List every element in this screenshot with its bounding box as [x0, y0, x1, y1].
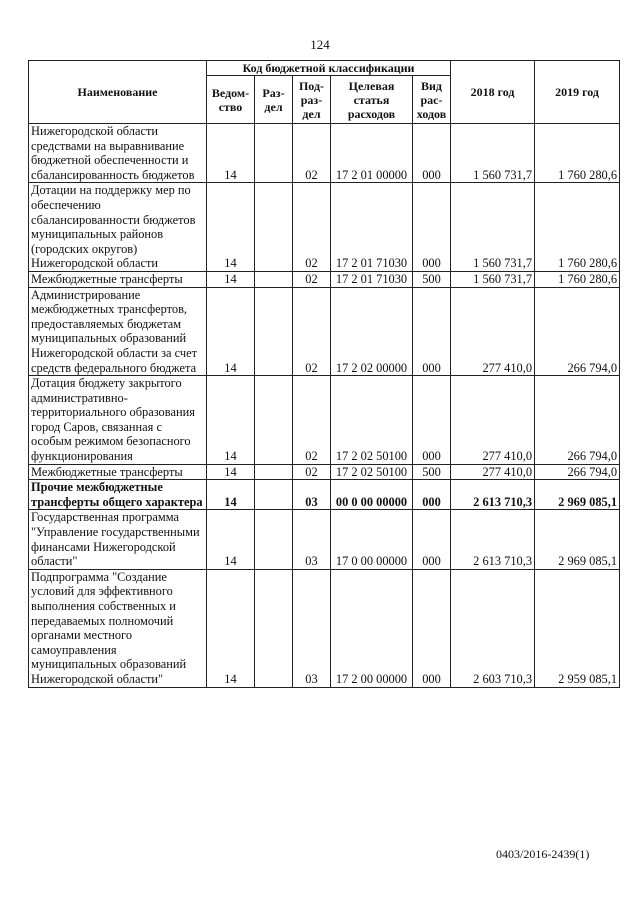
row-2019-cell: 1 760 280,6	[535, 183, 620, 272]
row-podrazdel-cell: 02	[293, 124, 331, 183]
row-name-cell: Администрирование межбюджетных трансфертов, предоставляемых бюджетам муниципальных образований Нижегородской области за счет средств федерального бюджета	[29, 287, 207, 376]
row-2019-cell: 266 794,0	[535, 464, 620, 480]
row-vedomstvo-cell: 14	[207, 464, 255, 480]
table-row	[29, 480, 620, 510]
row-razdel-cell	[255, 271, 293, 287]
row-expense-type-cell: 000	[413, 510, 451, 569]
row-vedomstvo-cell: 14	[207, 480, 255, 510]
table-body	[29, 124, 620, 688]
table-row	[29, 183, 620, 272]
row-2018-cell: 2 613 710,3	[451, 480, 535, 510]
table-row	[29, 510, 620, 569]
table-row	[29, 287, 620, 376]
row-expense-type-cell: 000	[413, 480, 451, 510]
row-target-article-cell: 17 2 00 00000	[331, 569, 413, 687]
row-vedomstvo-cell: 14	[207, 124, 255, 183]
header-2018: 2018 год	[451, 61, 535, 124]
row-target-article-cell: 17 2 01 71030	[331, 183, 413, 272]
row-expense-type-cell: 500	[413, 464, 451, 480]
row-vedomstvo-cell: 14	[207, 510, 255, 569]
row-name-cell: Подпрограмма "Создание условий для эффективного выполнения собственных и передаваемых полномочий органами местного самоуправления муниципальных образований Нижегородской области"	[29, 569, 207, 687]
row-name-cell: Межбюджетные трансферты	[29, 271, 207, 287]
row-2018-cell: 277 410,0	[451, 376, 535, 465]
header-target-article: Целевая статья расходов	[331, 76, 413, 124]
row-name-cell: Нижегородской области средствами на выравнивание бюджетной обеспеченности и сбалансированность бюджетов	[29, 124, 207, 183]
row-name-cell: Дотация бюджету закрытого административно-территориального образования город Саров, связанная с особым режимом безопасного функционирования	[29, 376, 207, 465]
header-razdel: Раз- дел	[255, 76, 293, 124]
row-target-article-cell: 17 0 00 00000	[331, 510, 413, 569]
row-expense-type-cell: 000	[413, 376, 451, 465]
row-2018-cell: 277 410,0	[451, 287, 535, 376]
row-expense-type-cell: 000	[413, 569, 451, 687]
row-name-cell: Дотации на поддержку мер по обеспечению сбалансированности бюджетов муниципальных районов (городских округов) Нижегородской области	[29, 183, 207, 272]
row-razdel-cell	[255, 569, 293, 687]
page-number: 124	[310, 37, 330, 52]
row-podrazdel-cell: 03	[293, 510, 331, 569]
row-podrazdel-cell: 02	[293, 271, 331, 287]
row-podrazdel-cell: 02	[293, 183, 331, 272]
row-expense-type-cell: 500	[413, 271, 451, 287]
row-2019-cell: 266 794,0	[535, 287, 620, 376]
row-target-article-cell: 17 2 02 00000	[331, 287, 413, 376]
row-razdel-cell	[255, 480, 293, 510]
document-code: 0403/2016-2439(1)	[496, 847, 590, 861]
row-target-article-cell: 00 0 00 00000	[331, 480, 413, 510]
row-2019-cell: 1 760 280,6	[535, 124, 620, 183]
row-razdel-cell	[255, 376, 293, 465]
table-row	[29, 569, 620, 687]
row-podrazdel-cell: 03	[293, 569, 331, 687]
row-podrazdel-cell: 03	[293, 480, 331, 510]
row-2018-cell: 2 603 710,3	[451, 569, 535, 687]
row-2018-cell: 1 560 731,7	[451, 271, 535, 287]
row-name-cell: Межбюджетные трансферты	[29, 464, 207, 480]
row-expense-type-cell: 000	[413, 287, 451, 376]
row-name-cell: Прочие межбюджетные трансферты общего характера	[29, 480, 207, 510]
table-row	[29, 376, 620, 465]
row-podrazdel-cell: 02	[293, 287, 331, 376]
row-podrazdel-cell: 02	[293, 464, 331, 480]
header-podrazdel: Под- раз- дел	[293, 76, 331, 124]
row-vedomstvo-cell: 14	[207, 183, 255, 272]
table-row	[29, 124, 620, 183]
row-2019-cell: 266 794,0	[535, 376, 620, 465]
row-razdel-cell	[255, 183, 293, 272]
row-2019-cell: 2 969 085,1	[535, 510, 620, 569]
row-name-cell: Государственная программа "Управление государственными финансами Нижегородской области"	[29, 510, 207, 569]
row-vedomstvo-cell: 14	[207, 287, 255, 376]
budget-table	[28, 60, 620, 688]
row-target-article-cell: 17 2 02 50100	[331, 376, 413, 465]
table-row	[29, 271, 620, 287]
header-classification-group: Код бюджетной классификации	[207, 61, 451, 76]
row-razdel-cell	[255, 464, 293, 480]
row-2019-cell: 1 760 280,6	[535, 271, 620, 287]
row-vedomstvo-cell: 14	[207, 271, 255, 287]
header-2019: 2019 год	[535, 61, 620, 124]
row-2018-cell: 1 560 731,7	[451, 124, 535, 183]
row-2019-cell: 2 969 085,1	[535, 480, 620, 510]
row-2018-cell: 1 560 731,7	[451, 183, 535, 272]
row-razdel-cell	[255, 124, 293, 183]
header-name: Наименование	[29, 61, 207, 124]
row-2019-cell: 2 959 085,1	[535, 569, 620, 687]
table-row	[29, 464, 620, 480]
row-podrazdel-cell: 02	[293, 376, 331, 465]
row-target-article-cell: 17 2 01 71030	[331, 271, 413, 287]
row-target-article-cell: 17 2 01 00000	[331, 124, 413, 183]
header-expense-type: Вид рас- ходов	[413, 76, 451, 124]
row-2018-cell: 277 410,0	[451, 464, 535, 480]
row-target-article-cell: 17 2 02 50100	[331, 464, 413, 480]
row-razdel-cell	[255, 287, 293, 376]
row-vedomstvo-cell: 14	[207, 569, 255, 687]
row-vedomstvo-cell: 14	[207, 376, 255, 465]
row-razdel-cell	[255, 510, 293, 569]
row-expense-type-cell: 000	[413, 124, 451, 183]
row-expense-type-cell: 000	[413, 183, 451, 272]
header-vedomstvo: Ведом- ство	[207, 76, 255, 124]
row-2018-cell: 2 613 710,3	[451, 510, 535, 569]
